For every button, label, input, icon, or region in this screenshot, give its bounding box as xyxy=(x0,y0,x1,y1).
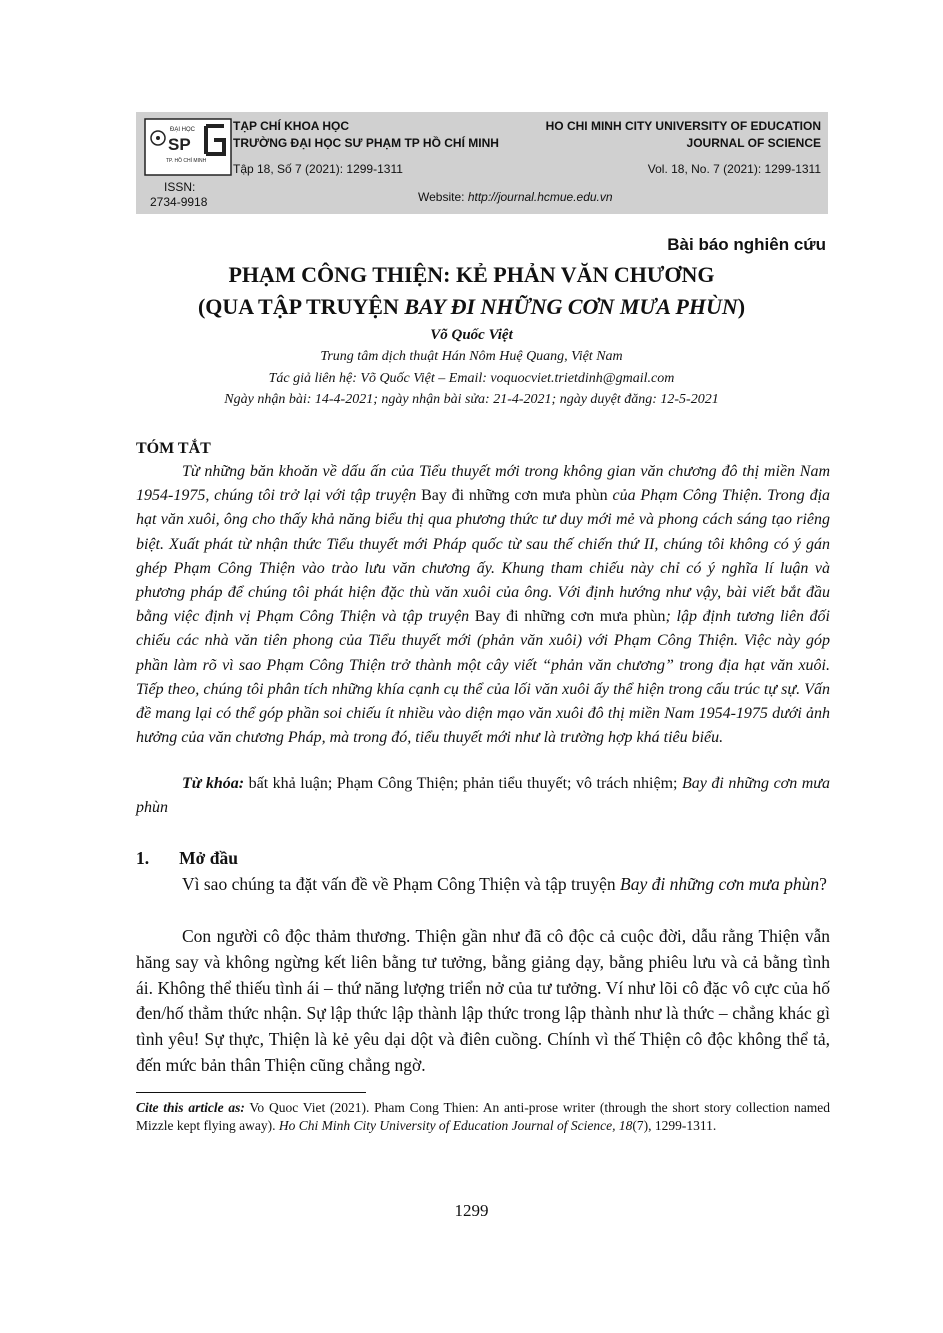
issn-label: ISSN: xyxy=(164,180,196,194)
page-number: 1299 xyxy=(454,1201,489,1220)
section-para-1: Vì sao chúng ta đặt vấn đề về Phạm Công Thiện và tập truyện Bay đi những cơn mưa phùn? xyxy=(182,874,827,894)
title-line-2: (QUA TẬP TRUYỆN BAY ĐI NHỮNG CƠN MƯA PHÙN) xyxy=(197,294,746,319)
svg-text:ĐẠI HỌC: ĐẠI HỌC xyxy=(170,127,196,133)
volume-vi: Tập 18, Số 7 (2021): 1299-1311 xyxy=(233,162,403,176)
abstract-heading: TÓM TẮT xyxy=(136,440,211,457)
journal-name-en-2: JOURNAL OF SCIENCE xyxy=(686,136,821,150)
section-heading: 1. Mở đầu xyxy=(136,848,238,868)
journal-name-vi-1: TẠP CHÍ KHOA HỌC xyxy=(233,119,350,133)
journal-logo xyxy=(144,118,232,176)
correspondence: Tác giả liên hệ: Võ Quốc Việt – Email: voquocviet.trietdinh@gmail.com xyxy=(268,371,675,386)
journal-name-en-1: HO CHI MINH CITY UNIVERSITY OF EDUCATION xyxy=(545,119,821,133)
issn-value: 2734-9918 xyxy=(150,195,208,209)
keywords: Từ khóa: bất khả luận; Phạm Công Thiện; phản tiểu thuyết; vô trách nhiệm; Bay đi những cơn mưa phùn xyxy=(136,775,831,817)
journal-name-vi-2: TRƯỜNG ĐẠI HỌC SƯ PHẠM TP HỒ CHÍ MINH xyxy=(233,136,499,150)
affiliation: Trung tâm dịch thuật Hán Nôm Huệ Quang, Việt Nam xyxy=(320,349,623,364)
citation: Cite this article as: Vo Quoc Viet (2021). Pham Cong Thien: An anti-prose writer (through the short story collection named Mizzle kept flying away). Ho Chi Minh City University of Education Journal of Science, 18(7), 1299-1311. xyxy=(136,1100,830,1133)
abstract-text: Từ những băn khoăn về dấu ấn của Tiểu thuyết mới trong không gian văn chương đô thị miền Nam 1954-1975, chúng tôi trở lại với tập truyện Bay đi những cơn mưa phùn của Phạm Công Thiện. Trong địa hạt văn xuôi, ông cho thấy khả năng biểu thị qua phương thức tư duy mới mẻ và phong cách sáng tạo riêng biệt. Xuất phát từ nhận thức Tiểu thuyết mới Pháp quốc từ sau thế chiến thứ II, chúng tôi không có ý gán ghép Phạm Công Thiện vào trào lưu văn chương ấy. Khung tham chiếu này chỉ có ý nghĩa lí luận và phương pháp để chúng tôi phát hiện đặc thù văn xuôi của ông. Với định hướng như vậy, bài viết bắt đầu bằng việc định vị Phạm Công Thiện và tập truyện Bay đi những cơn mưa phùn; lập định tương liên đối chiếu các nhà văn tiên phong của Tiểu thuyết mới (phản văn xuôi) với Phạm Công Thiện. Việc này góp phần làm rõ vì sao Phạm Công Thiện trở thành một cây viết “phản văn chương” trong địa hạt văn xuôi. Tiếp theo, chúng tôi phân tích những khía cạnh cụ thể của lối văn xuôi ấy thể hiện trong cấu trúc tự sự. Vấn đề mang lại có thể góp phần soi chiếu ít nhiều vào diện mạo văn xuôi đô thị miền Nam 1954-1975 dưới ảnh hưởng của văn chương Pháp, mà trong đó, tiểu thuyết mới như là trường hợp khá tiêu biểu. xyxy=(136,463,831,747)
article-type: Bài báo nghiên cứu xyxy=(667,235,826,254)
author: Võ Quốc Việt xyxy=(430,327,513,343)
volume-en: Vol. 18, No. 7 (2021): 1299-1311 xyxy=(647,162,821,176)
title-line-1: PHẠM CÔNG THIỆN: KẺ PHẢN VĂN CHƯƠNG xyxy=(228,262,715,287)
svg-text:TP. HỒ CHÍ MINH: TP. HỒ CHÍ MINH xyxy=(166,158,207,164)
website-label: Website: xyxy=(418,190,465,204)
website xyxy=(418,190,613,204)
footnote-rule xyxy=(136,1092,366,1093)
section-para-2: Con người cô độc thảm thương. Thiện gần như đã cô độc cả cuộc đời, dẫu rằng Thiện vẫn hăng say và không ngừng kết liên bằng tư tưởng, bằng giảng dạy, bằng phiêu lưu và cả bằng tình ái. Không thể thiếu tình ái – thứ năng lượng triển nở của tư tưởng. Ví như lõi cô đặc vô cực của hố đen/hố thẳm thức nhận. Sự lập thức lập thành lập thức trong lập thành như là thức – chẳng khác gì tình yêu! Sự thực, Thiện là kẻ yêu dại dột và điên cuồng. Chính vì thế Thiện cô độc không thể tả, đến mức bản thân Thiện cũng chẳng ngờ. xyxy=(136,926,830,1075)
website-link[interactable]: http://journal.hcmue.edu.vn xyxy=(467,190,613,204)
svg-text:SP: SP xyxy=(168,135,191,154)
dates: Ngày nhận bài: 14-4-2021; ngày nhận bài sửa: 21-4-2021; ngày duyệt đăng: 12-5-2021 xyxy=(224,392,719,407)
